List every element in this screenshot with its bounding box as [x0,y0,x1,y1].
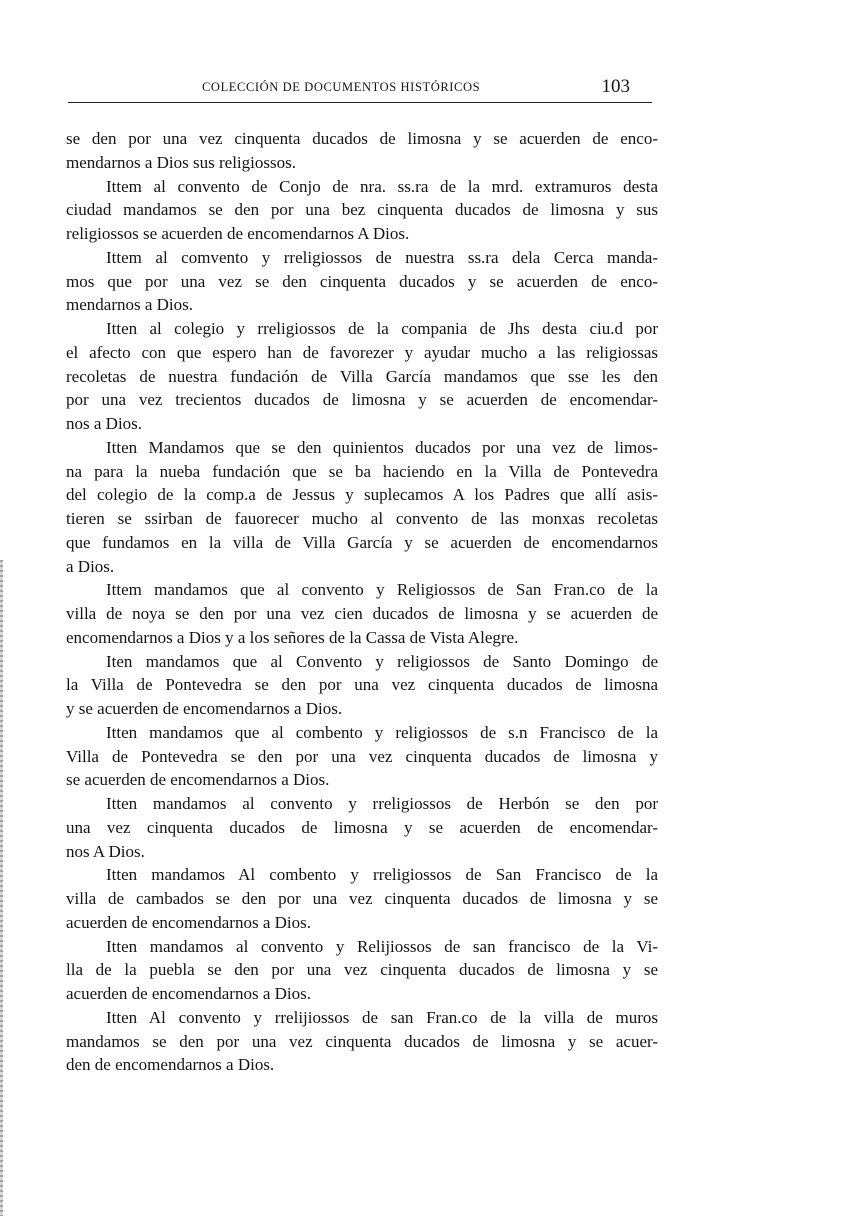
text-line: el afecto con que espero han de favorezer y ayudar mucho a las religiossas [66,342,658,362]
text-line: mos que por una vez se den cinquenta ducados y se acuerden de enco- [66,271,658,291]
text-line: mendarnos a Dios. [66,295,194,315]
text-line: nos a Dios. [66,414,143,433]
text-line: del colegio de la comp.a de Jessus y suplecamos A los Padres que allí asis- [66,485,658,505]
text-line: villa de noya se den por una vez cien ducados de limosna y se acuerden de [66,604,658,623]
text-line: Itten al colegio y rreligiossos de la compania de Jhs desta ciu.d por [106,319,658,338]
body-text [66,127,658,1077]
text-line: acuerden de encomendarnos a Dios. [66,984,311,1003]
text-line: Itten Mandamos que se den quinientos ducados por una vez de limos- [106,437,658,457]
text-line: Itten mandamos Al combento y rreligiossos de San Francisco de la [106,865,658,885]
text-line: Itten Al convento y rrelijiossos de san Fran.co de la villa de muros [106,1007,658,1027]
text-line: acuerden de encomendarnos a Dios. [66,912,311,932]
text-line: Iten mandamos que al Convento y religiossos de Santo Domingo de [106,651,658,671]
text-line: na para la nueba fundación que se ba haciendo en la Villa de Pontevedra [66,461,658,481]
text-line: mandamos se den por una vez cinquenta ducados de limosna y se acuer- [66,1031,658,1051]
text-line: mendarnos a Dios sus religiossos. [66,152,296,172]
text-line: Ittem al comvento y rreligiossos de nuestra ss.ra dela Cerca manda- [106,247,658,267]
text-line: y se acuerden de encomendarnos a Dios. [66,699,343,718]
page-number: 103 [601,76,630,97]
text-line: Itten mandamos al convento y Relijiossos de san francisco de la Vi- [106,936,658,956]
text-line: ciudad mandamos se den por una bez cinquenta ducados de limosna y sus [66,200,658,220]
text-line: Itten mandamos al convento y rreligiossos de Herbón se den por [106,794,658,813]
text-line: se acuerden de encomendarnos a Dios. [66,770,330,790]
text-line: que fundamos en la villa de Villa García y se acuerden de encomendarnos [66,532,658,552]
text-line: Ittem mandamos que al convento y Religiossos de San Fran.co de la [106,580,658,600]
text-line: nos A Dios. [66,841,145,861]
text-line: den de encomendarnos a Dios. [66,1055,275,1075]
running-title: COLECCIÓN DE DOCUMENTOS HISTÓRICOS [202,80,481,94]
text-line: la Villa de Pontevedra se den por una vez cinquenta ducados de limosna [66,675,658,695]
scan-edge-shadow [0,560,3,1216]
text-line: se den por una vez cinquenta ducados de limosna y se acuerden de enco- [66,129,658,148]
text-line: Villa de Pontevedra se den por una vez cinquenta ducados de limosna y [66,746,658,766]
text-line: religiossos se acuerden de encomendarnos A Dios. [66,224,410,243]
text-line: encomendarnos a Dios y a los señores de la Cassa de Vista Alegre. [66,627,519,647]
text-line: Itten mandamos que al combento y religiossos de s.n Francisco de la [106,722,658,742]
text-line: Ittem al convento de Conjo de nra. ss.ra de la mrd. extramuros desta [106,176,658,196]
text-line: por una vez trecientos ducados de limosna y se acuerden de encomendar- [66,390,658,410]
text-line: lla de la puebla se den por una vez cinquenta ducados de limosna y se [66,960,658,980]
text-line: una vez cinquenta ducados de limosna y se acuerden de encomendar- [66,817,658,837]
text-line: recoletas de nuestra fundación de Villa García mandamos que sse les den [66,366,658,386]
text-line: tieren se ssirban de fauorecer mucho al convento de las monxas recoletas [66,509,658,528]
page-header [68,74,652,103]
text-line: a Dios. [66,556,115,576]
text-line: villa de cambados se den por una vez cinquenta ducados de limosna y se [66,889,658,908]
